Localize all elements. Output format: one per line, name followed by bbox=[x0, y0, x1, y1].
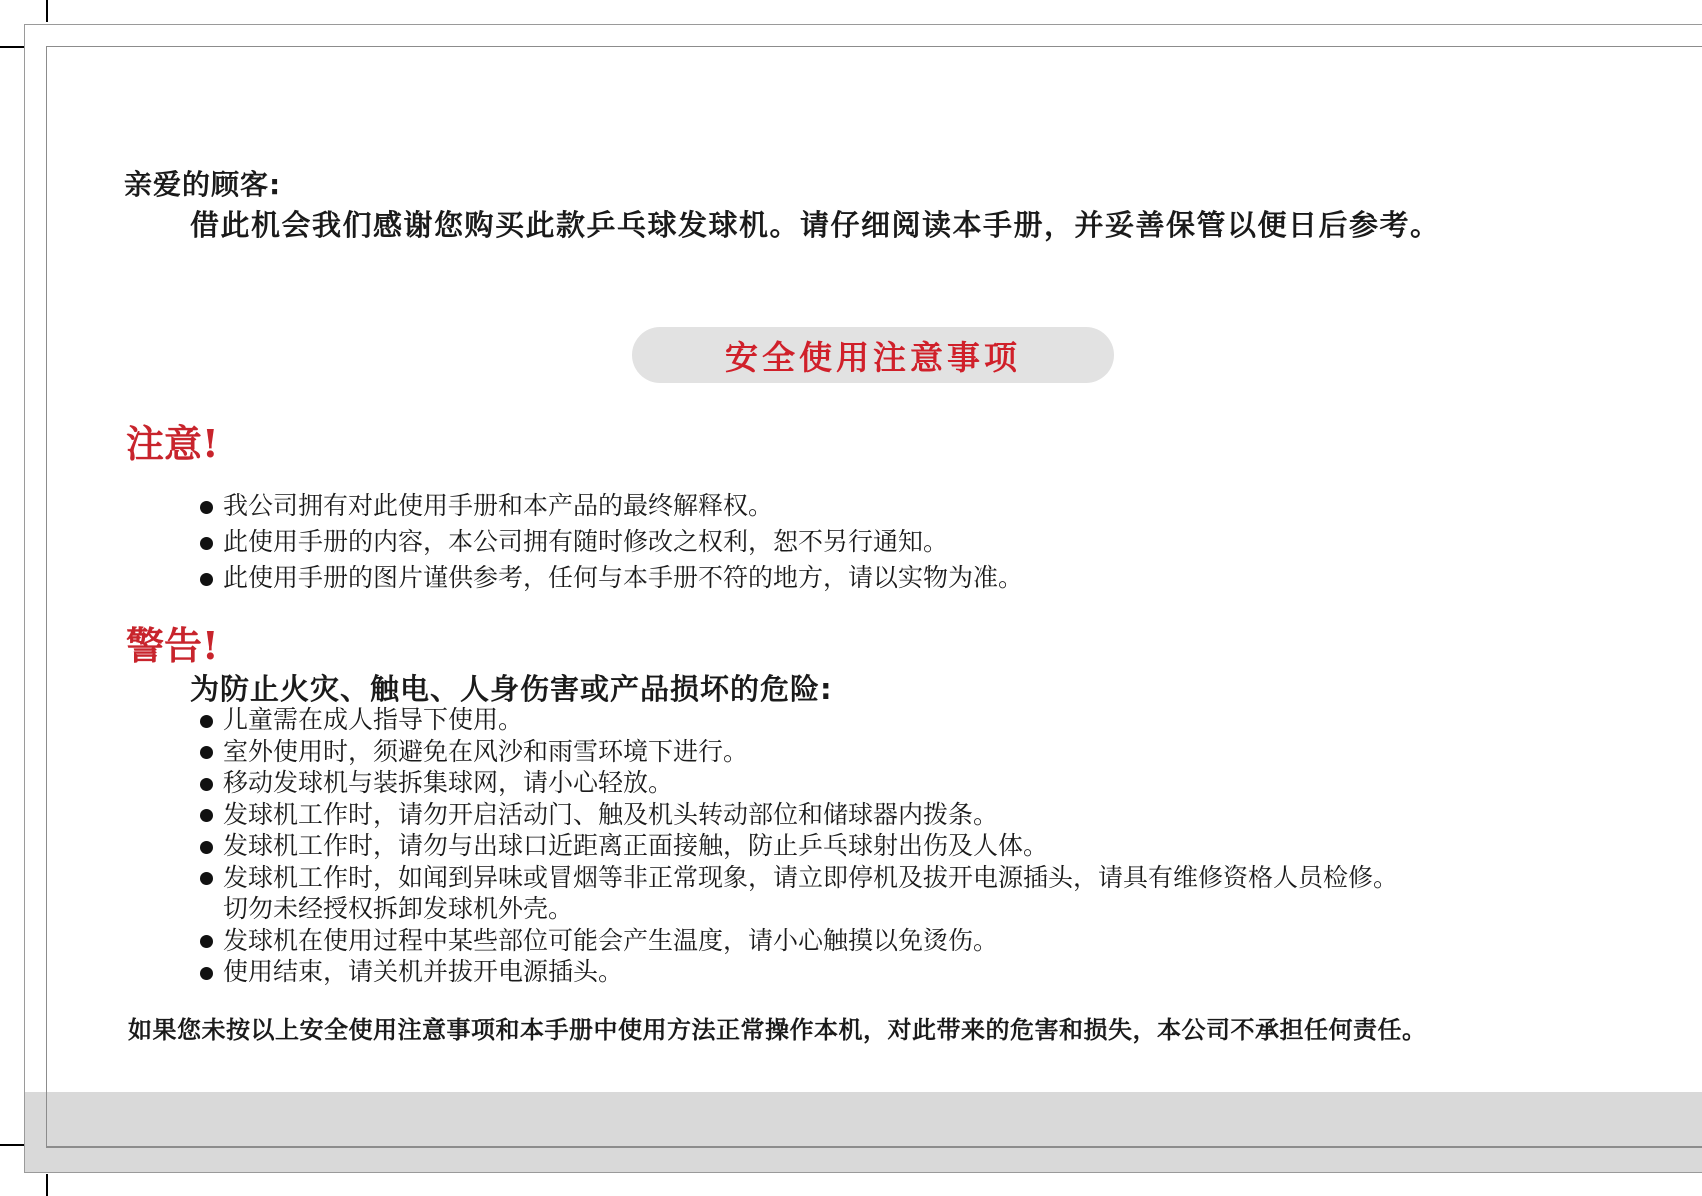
list-item: 此使用手册的内容，本公司拥有随时修改之权利，恕不另行通知。 bbox=[200, 524, 1023, 560]
list-item: 室外使用时，须避免在风沙和雨雪环境下进行。 bbox=[200, 736, 1398, 768]
list-item: 发球机工作时，请勿与出球口近距离正面接触，防止乒乓球射出伤及人体。 bbox=[200, 830, 1398, 862]
list-item: 我公司拥有对此使用手册和本产品的最终解释权。 bbox=[200, 488, 1023, 524]
list-item: 儿童需在成人指导下使用。 bbox=[200, 704, 1398, 736]
list-item: 使用结束，请关机并拔开电源插头。 bbox=[200, 956, 1398, 988]
list-item: 发球机在使用过程中某些部位可能会产生温度，请小心触摸以免烫伤。 bbox=[200, 925, 1398, 957]
salutation: 亲爱的顾客: bbox=[124, 168, 282, 201]
disclaimer: 如果您未按以上安全使用注意事项和本手册中使用方法正常操作本机，对此带来的危害和损失，本公司不承担任何责任。 bbox=[128, 1016, 1427, 1044]
warning-subheading: 为防止火灾、触电、人身伤害或产品损坏的危险: bbox=[190, 672, 833, 706]
list-item: 发球机工作时，请勿开启活动门、触及机头转动部位和储球器内拨条。 bbox=[200, 799, 1398, 831]
intro-text: 借此机会我们感谢您购买此款乒乓球发球机。请仔细阅读本手册，并妥善保管以便日后参考。 bbox=[190, 208, 1441, 242]
section-title-banner bbox=[632, 327, 1114, 383]
crop-mark-top bbox=[46, 0, 48, 22]
warning-heading: 警告! bbox=[126, 623, 219, 668]
crop-mark-top-left bbox=[0, 46, 24, 48]
crop-mark-bottom bbox=[46, 1174, 48, 1196]
notice-list bbox=[200, 488, 1023, 596]
section-title: 安全使用注意事项 bbox=[725, 337, 1021, 377]
list-item: 发球机工作时，如闻到异味或冒烟等非正常现象，请立即停机及拔开电源插头，请具有维修资格人员检修。 bbox=[200, 862, 1398, 894]
list-item: 此使用手册的图片谨供参考，任何与本手册不符的地方，请以实物为准。 bbox=[200, 560, 1023, 596]
crop-mark-bottom-left bbox=[0, 1144, 24, 1146]
footer-band-line bbox=[46, 1146, 1702, 1147]
notice-heading: 注意! bbox=[126, 421, 219, 466]
list-item-continuation: 切勿未经授权拆卸发球机外壳。 bbox=[223, 894, 574, 923]
list-item: 移动发球机与装拆集球网，请小心轻放。 bbox=[200, 767, 1398, 799]
warning-list bbox=[200, 704, 1398, 988]
